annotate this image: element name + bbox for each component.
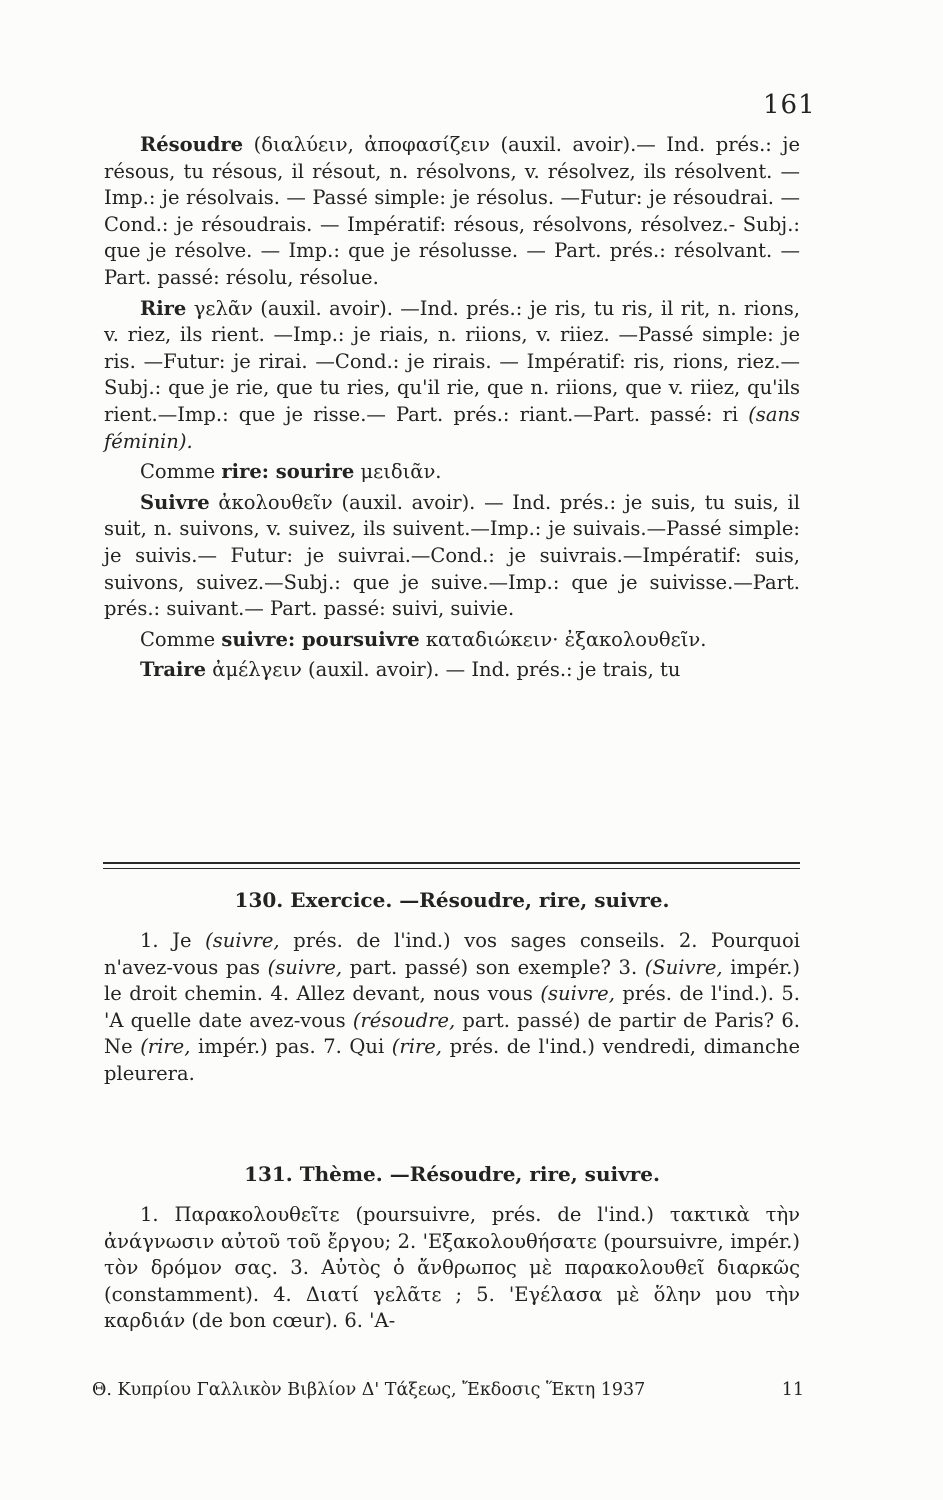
conjugation-section (104, 132, 800, 684)
exercise-text-segment: prés. de l'ind.) vos sages conseils. 2. Pourquoi n'avez-vous pas (104, 929, 801, 979)
exercise-text-segment: impér.) pas. 7. Qui (190, 1035, 392, 1059)
section-divider-thin (103, 868, 800, 869)
verb-conjugation: γελᾶν (auxil. avoir). —Ind. prés.: je ris, tu ris, il rit, n. rions, v. riez, ils rient. —Imp.: je riais, n. riions, v. riiez. —Passé simple: je ris. —Futur: je rirai. —Cond.: je rirais. — Impératif: ris, rions, riez.—Subj.: que je rie, que tu ries, qu'il rie, que n. riions, que v. riiez, qu'ils rient.—Imp.: que je risse.— Part. prés.: riant.—Part. passé: ri (104, 296, 800, 426)
page-number: 161 (763, 90, 816, 120)
verb-prompt: (rire, (391, 1035, 443, 1059)
theme-131-body (104, 1202, 800, 1335)
verb-headword: Résoudre (140, 133, 244, 156)
verb-prompt: (Suivre, (644, 955, 723, 979)
verb-note: (sans féminin). (104, 402, 801, 453)
verb-prompt: (résoudre, (352, 1008, 456, 1032)
exercise-130-text (104, 928, 800, 1088)
exercise-130-body (104, 928, 800, 1088)
verb-entry-resoudre (104, 132, 800, 292)
comme-label: Comme (140, 460, 216, 484)
verb-like-suivre (104, 627, 800, 654)
verb-headword: rire: sourire (221, 460, 355, 484)
verb-headword: Suivre (140, 490, 210, 514)
exercise-text-segment: part. passé) de partir de Paris? 6. Ne (104, 1008, 800, 1059)
verb-prompt: (suivre, (267, 955, 343, 979)
verb-like-rire (104, 459, 800, 486)
verb-conjugation: ἀμέλγειν (auxil. avoir). — Ind. prés.: je trais, tu (212, 658, 681, 682)
exercise-text-segment: prés. de l'ind.) vendredi, dimanche pleurera. (104, 1035, 800, 1085)
verb-translation: μειδιᾶν. (360, 460, 442, 484)
theme-131-text: 1. Παρακολουθεῖτε (poursuivre, prés. de l'ind.) τακτικὰ τὴν ἀνάγνωσιν αὐτοῦ τοῦ ἔργου; 2. 'Εξακολουθήσατε (poursuivre, impér.) τὸν δρόμον σας. 3. Αὐτὸς ὁ ἄνθρωπος μὲ παρακολουθεῖ διαρκῶς (constamment). 4. Διατί γελᾶτε ; 5. 'Εγέλασα μὲ ὅλην μου τὴν καρδιάν (de bon cœur). 6. 'Α- (104, 1203, 800, 1333)
footer-signature: 11 (781, 1380, 804, 1400)
verb-prompt: (rire, (140, 1035, 191, 1059)
exercise-text-segment: part. passé) son exemple? 3. (342, 955, 645, 979)
verb-entry-traire (104, 657, 800, 684)
verb-conjugation: (διαλύειν, ἀποφασίζειν (auxil. avoir).— Ind. prés.: je résous, tu résous, il résout, n. résolvons, v. résolvez, ils résolvent. — Imp.: je résolvais. — Passé simple: je résolus. —Futur: je résoudrai. — Cond.: je résoudrais. — Impératif: résous, résolvons, résolvez.- Subj.: que je résolve. — Imp.: que je résolusse. — Part. prés.: résolvant. — Part. passé: résolu, résolue. (104, 133, 800, 289)
page-footer (92, 1380, 804, 1400)
section-divider (103, 862, 800, 864)
theme-131-heading: 131. Thème. —Résoudre, rire, suivre. (244, 1162, 660, 1186)
verb-headword: Traire (140, 658, 207, 682)
verb-entry-suivre (104, 490, 800, 623)
exercise-text-segment: impér.) le droit chemin. 4. Allez devant, nous vous (104, 955, 800, 1006)
exercise-text-segment: prés. de l'ind.). 5. 'A quelle date avez-vous (104, 982, 801, 1032)
verb-headword: Rire (140, 296, 187, 320)
comme-label: Comme (140, 627, 216, 651)
exercise-text-segment: 1. Je (140, 929, 206, 952)
verb-entry-rire (104, 296, 800, 456)
exercise-130-heading: 130. Exercice. —Résoudre, rire, suivre. (234, 888, 670, 912)
verb-prompt: (suivre, (205, 929, 280, 952)
verb-headword: suivre: poursuivre (221, 627, 420, 651)
verb-translation: καταδιώκειν· ἐξακολουθεῖν. (425, 627, 707, 651)
verb-prompt: (suivre, (540, 982, 615, 1006)
verb-conjugation: ἀκολουθεῖν (auxil. avoir). — Ind. prés.: je suis, tu suis, il suit, n. suivons, v. suivez, ils suivent.—Imp.: je suivais.—Passé simple: je suivis.— Futur: je suivrai.—Cond.: je suivrais.—Impératif: suis, suivons, suivez.—Subj.: que je suive.—Imp.: que je suivisse.—Part. prés.: suivant.— Part. passé: suivi, suivie. (104, 490, 800, 621)
footer-imprint: Θ. Κυπρίου Γαλλικὸν Βιβλίον Δ' Τάξεως, Ἔκδοσις Ἕκτη 1937 (92, 1380, 646, 1400)
